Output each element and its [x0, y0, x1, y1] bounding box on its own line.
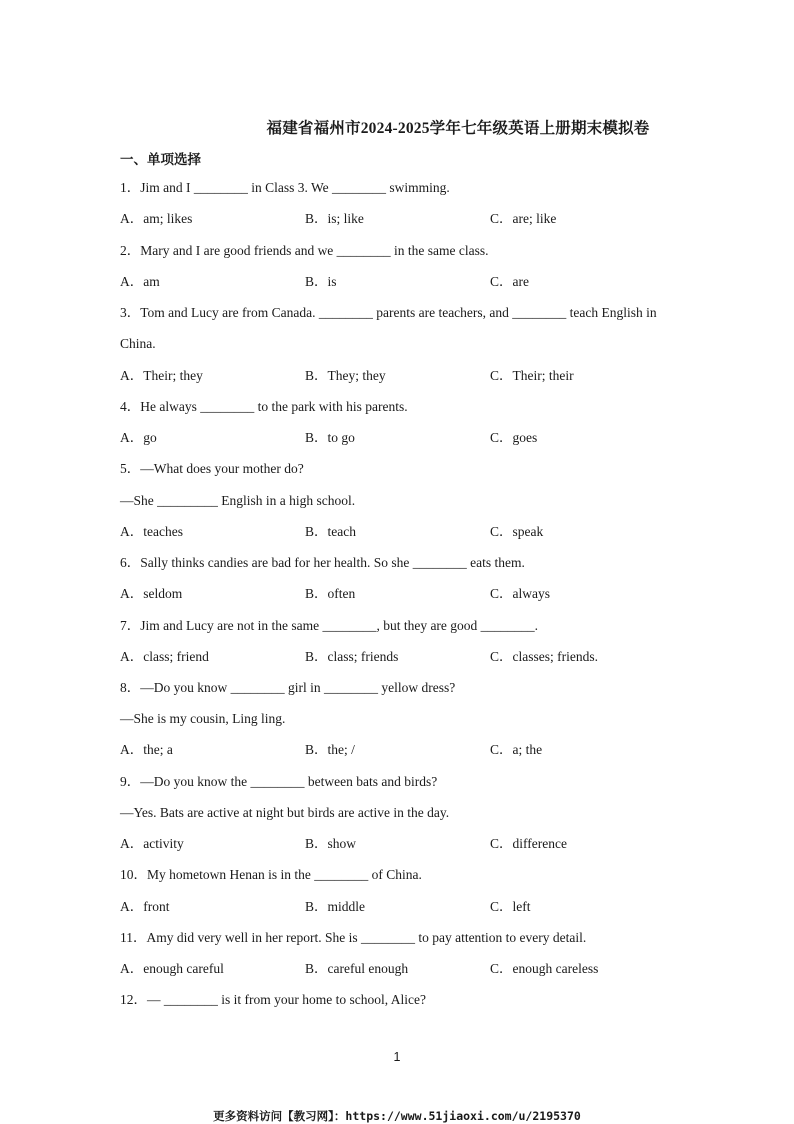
question-line: China.	[120, 336, 156, 351]
option-c: C．goes	[490, 430, 538, 445]
question-line: —She _________ English in a high school.	[120, 493, 356, 508]
question-line: 3．Tom and Lucy are from Canada. ________ parents are teachers, and ________ teach English in	[120, 305, 657, 320]
section-heading: 一、单项选择	[120, 152, 201, 168]
page-title: 福建省福州市2024-2025学年七年级英语上册期末模拟卷	[266, 120, 650, 137]
option-a: A．am	[120, 274, 160, 289]
option-b: B．is; like	[305, 211, 364, 226]
question-line: 5．—What does your mother do?	[120, 461, 304, 476]
option-a: A．activity	[120, 836, 184, 851]
option-c: C．always	[490, 586, 550, 601]
option-a: A．front	[120, 899, 170, 914]
option-a: A．Their; they	[120, 368, 203, 383]
option-b: B．teach	[305, 524, 356, 539]
option-c: C．enough careless	[490, 961, 599, 976]
option-b: B．show	[305, 836, 357, 851]
question-line: 10．My hometown Henan is in the ________ of China.	[120, 867, 422, 882]
option-a: A．teaches	[120, 524, 183, 539]
question-line: 11．Amy did very well in her report. She is ________ to pay attention to every detail.	[120, 930, 587, 945]
question-line: —Yes. Bats are active at night but birds are active in the day.	[120, 805, 450, 820]
option-b: B．middle	[305, 899, 365, 914]
option-c: C．left	[490, 899, 531, 914]
option-c: C．are; like	[490, 211, 557, 226]
option-b: B．often	[305, 586, 356, 601]
option-c: C．are	[490, 274, 529, 289]
option-b: B．to go	[305, 430, 355, 445]
page-number: 1	[393, 1050, 401, 1064]
question-line: 7．Jim and Lucy are not in the same ________, but they are good ________.	[120, 618, 539, 633]
option-b: B．class; friends	[305, 649, 399, 664]
option-b: B．They; they	[305, 368, 386, 383]
option-c: C．Their; their	[490, 368, 574, 383]
option-b: B．is	[305, 274, 337, 289]
option-a: A．enough careful	[120, 961, 224, 976]
option-c: C．classes; friends.	[490, 649, 598, 664]
option-a: A．am; likes	[120, 211, 193, 226]
option-a: A．seldom	[120, 586, 183, 601]
question-line: —She is my cousin, Ling ling.	[120, 711, 286, 726]
question-line: 2．Mary and I are good friends and we ________ in the same class.	[120, 243, 489, 258]
question-line: 6．Sally thinks candies are bad for her health. So she ________ eats them.	[120, 555, 525, 570]
option-a: A．go	[120, 430, 157, 445]
option-c: C．a; the	[490, 742, 543, 757]
option-a: A．the; a	[120, 742, 173, 757]
option-a: A．class; friend	[120, 649, 209, 664]
question-line: 12．— ________ is it from your home to school, Alice?	[120, 992, 426, 1007]
question-line: 8．—Do you know ________ girl in ________ yellow dress?	[120, 680, 456, 695]
question-line: 1．Jim and I ________ in Class 3. We ________ swimming.	[120, 180, 450, 195]
footer-link[interactable]: 更多资料访问【教习网】：https://www.51jiaoxi.com/u/2195370	[213, 1109, 581, 1123]
question-line: 4．He always ________ to the park with his parents.	[120, 399, 408, 414]
option-b: B．the; /	[305, 742, 355, 757]
option-c: C．speak	[490, 524, 544, 539]
option-b: B．careful enough	[305, 961, 409, 976]
question-line: 9．—Do you know the ________ between bats and birds?	[120, 774, 438, 789]
option-c: C．difference	[490, 836, 567, 851]
